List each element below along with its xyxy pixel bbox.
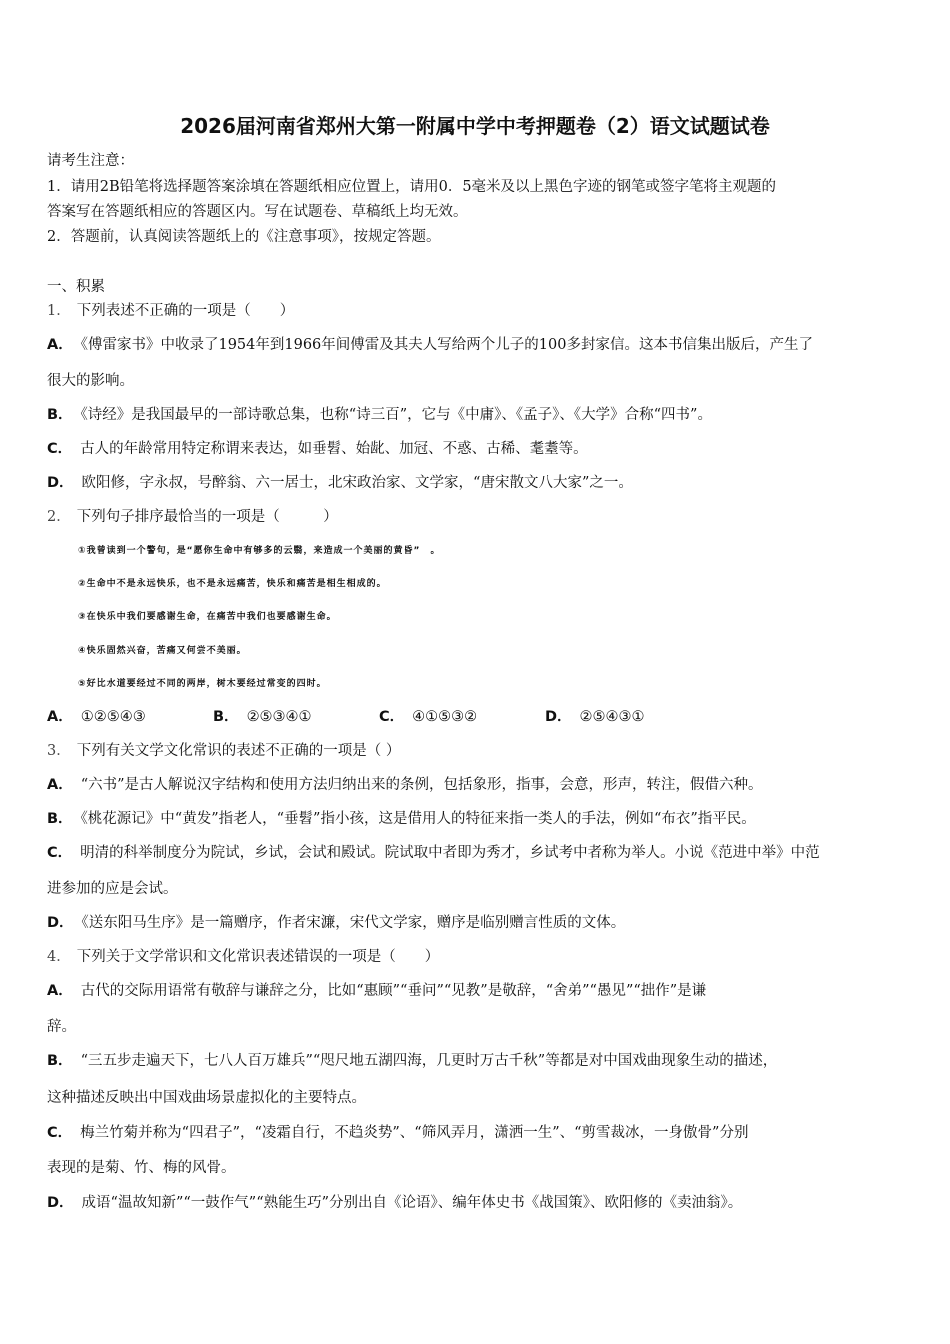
q4-b-text: “三五步走遍天下，七八人百万雄兵”“咫尺地五湖四海，几更时万古千秋”等都是对中国戏曲现象生动的描述， (80, 1053, 778, 1069)
q2-stem (47, 506, 917, 528)
section-heading: 一、积累 (47, 279, 105, 295)
q1-d-label: D． (47, 475, 74, 491)
q1-option-b (47, 404, 917, 426)
q1-stem-text: 下列表述不正确的一项是（ ） (76, 303, 295, 319)
q2-sentence-4: ④快乐固然兴奋，苦痛又何尝不美丽。 (78, 646, 247, 656)
q3-a-text: “六书”是古人解说汉字结构和使用方法归纳出来的条例，包括象形，指事，会意，形声，转注，假借六种。 (80, 777, 763, 793)
q4-option-c (47, 1122, 917, 1144)
q3-option-d (47, 912, 917, 934)
q3-stem-text: 下列有关文学文化常识的表述不正确的一项是（ ） (76, 743, 401, 759)
q3-option-c (47, 842, 917, 864)
q2-option-a (47, 706, 213, 728)
q3-b-text: 《桃花源记》中“黄发”指老人，“垂髫”指小孩，这是借用人的特征来指一类人的手法，例如“布衣”指平民。 (80, 811, 756, 827)
q1-d-text: 欧阳修，字永叔，号醉翁、六一居士，北宋政治家、文学家，“唐宋散文八大家”之一。 (81, 475, 633, 491)
q4-number: 4． (47, 949, 71, 965)
q2-c-text: ④①⑤③② (412, 709, 478, 725)
q4-d-label: D． (47, 1195, 74, 1211)
q1-c-text: 古人的年龄常用特定称谓来表达，如垂髫、始龀、加冠、不惑、古稀、耄耋等。 (80, 441, 588, 457)
q3-a-label: A． (47, 777, 73, 793)
q3-d-text: 《送东阳马生序》是一篇赠序，作者宋濂，宋代文学家，赠序是临别赠言性质的文体。 (81, 915, 626, 931)
q4-stem (47, 946, 917, 968)
q4-option-b-cont: 这种描述反映出中国戏曲场景虚拟化的主要特点。 (47, 1090, 366, 1106)
q4-stem-text: 下列关于文学常识和文化常识表述错误的一项是（ ） (76, 949, 440, 965)
q4-c-text: 梅兰竹菊并称为“四君子”，“凌霜自行，不趋炎势”、“筛风弄月，潇洒一生”、“剪雪裁冰，一身傲骨”分别 (80, 1125, 749, 1141)
q2-sentence-1: ①我曾读到一个警句，是“愿你生命中有够多的云翳，来造成一个美丽的黄昏” 。 (78, 546, 441, 556)
notice-line-1b: 答案写在答题纸相应的答题区内。写在试题卷、草稿纸上均无效。 (47, 204, 468, 220)
q4-option-c-cont: 表现的是菊、竹、梅的风骨。 (47, 1160, 236, 1176)
q1-stem (47, 300, 917, 322)
q4-option-a (47, 980, 917, 1002)
q4-option-d (47, 1192, 917, 1214)
q1-option-c (47, 438, 917, 460)
q2-b-label: B． (213, 709, 239, 725)
q3-number: 3． (47, 743, 71, 759)
q4-b-label: B． (47, 1053, 73, 1069)
q1-b-text: 《诗经》是我国最早的一部诗歌总集，也称“诗三百”，它与《中庸》、《孟子》、《大学》合称“四书”。 (80, 407, 712, 423)
q3-c-label: C． (47, 845, 73, 861)
q3-option-c-cont: 进参加的应是会试。 (47, 881, 178, 897)
q2-sentence-5: ⑤好比水道要经过不同的两岸，树木要经过常变的四时。 (78, 679, 327, 689)
q1-number: 1． (47, 303, 71, 319)
q3-d-label: D． (47, 915, 74, 931)
q3-option-b (47, 808, 917, 830)
q1-option-a-cont: 很大的影响。 (47, 373, 134, 389)
q2-a-text: ①②⑤④③ (80, 709, 146, 725)
notice-heading: 请考生注意： (47, 153, 134, 169)
q2-option-c (379, 706, 545, 728)
q2-number: 2． (47, 509, 71, 525)
q3-stem (47, 740, 917, 762)
q3-b-label: B． (47, 811, 73, 827)
q1-a-text: 《傅雷家书》中收录了1954年到1966年间傅雷及其夫人写给两个儿子的100多封家信。这本书信集出版后，产生了 (80, 337, 813, 353)
q1-a-label: A． (47, 337, 73, 353)
q2-option-d (545, 706, 711, 728)
q4-c-label: C． (47, 1125, 73, 1141)
notice-line-2: 2．答题前，认真阅读答题纸上的《注意事项》，按规定答题。 (47, 229, 441, 245)
q1-option-d (47, 472, 917, 494)
q4-a-label: A． (47, 983, 73, 999)
q4-option-a-cont: 辞。 (47, 1019, 76, 1035)
q2-sentence-2: ②生命中不是永远快乐，也不是永远痛苦，快乐和痛苦是相生相成的。 (78, 579, 387, 589)
q2-c-label: C． (379, 709, 405, 725)
q1-c-label: C． (47, 441, 73, 457)
notice-line-1a: 1．请用2B铅笔将选择题答案涂填在答题纸相应位置上，请用0．5毫米及以上黑色字迹的钢笔或签字笔将主观题的 (47, 179, 777, 195)
q2-d-label: D． (545, 709, 572, 725)
q3-option-a (47, 774, 917, 796)
q1-b-label: B． (47, 407, 73, 423)
q3-c-text: 明清的科举制度分为院试，乡试，会试和殿试。院试取中者即为秀才，乡试考中者称为举人。小说《范进中举》中范 (80, 845, 820, 861)
q4-d-text: 成语“温故知新”“一鼓作气”“熟能生巧”分别出自《论语》、编年体史书《战国策》、欧阳修的《卖油翁》。 (81, 1195, 743, 1211)
q2-options (47, 706, 917, 728)
q2-sentence-3: ③在快乐中我们要感谢生命，在痛苦中我们也要感谢生命。 (78, 612, 337, 622)
q4-option-b (47, 1050, 917, 1072)
q2-d-text: ②⑤④③① (579, 709, 645, 725)
q2-b-text: ②⑤③④① (246, 709, 312, 725)
q4-a-text: 古代的交际用语常有敬辞与谦辞之分，比如“惠顾”“垂问”“见教”是敬辞，“舍弟”“愚见”“拙作”是谦 (80, 983, 707, 999)
q2-a-label: A． (47, 709, 73, 725)
q1-option-a (47, 334, 917, 356)
page-title: 2026届河南省郑州大第一附属中学中考押题卷（2）语文试题试卷 (180, 114, 770, 138)
q2-option-b (213, 706, 379, 728)
q2-stem-text: 下列句子排序最恰当的一项是（ ） (76, 509, 338, 525)
